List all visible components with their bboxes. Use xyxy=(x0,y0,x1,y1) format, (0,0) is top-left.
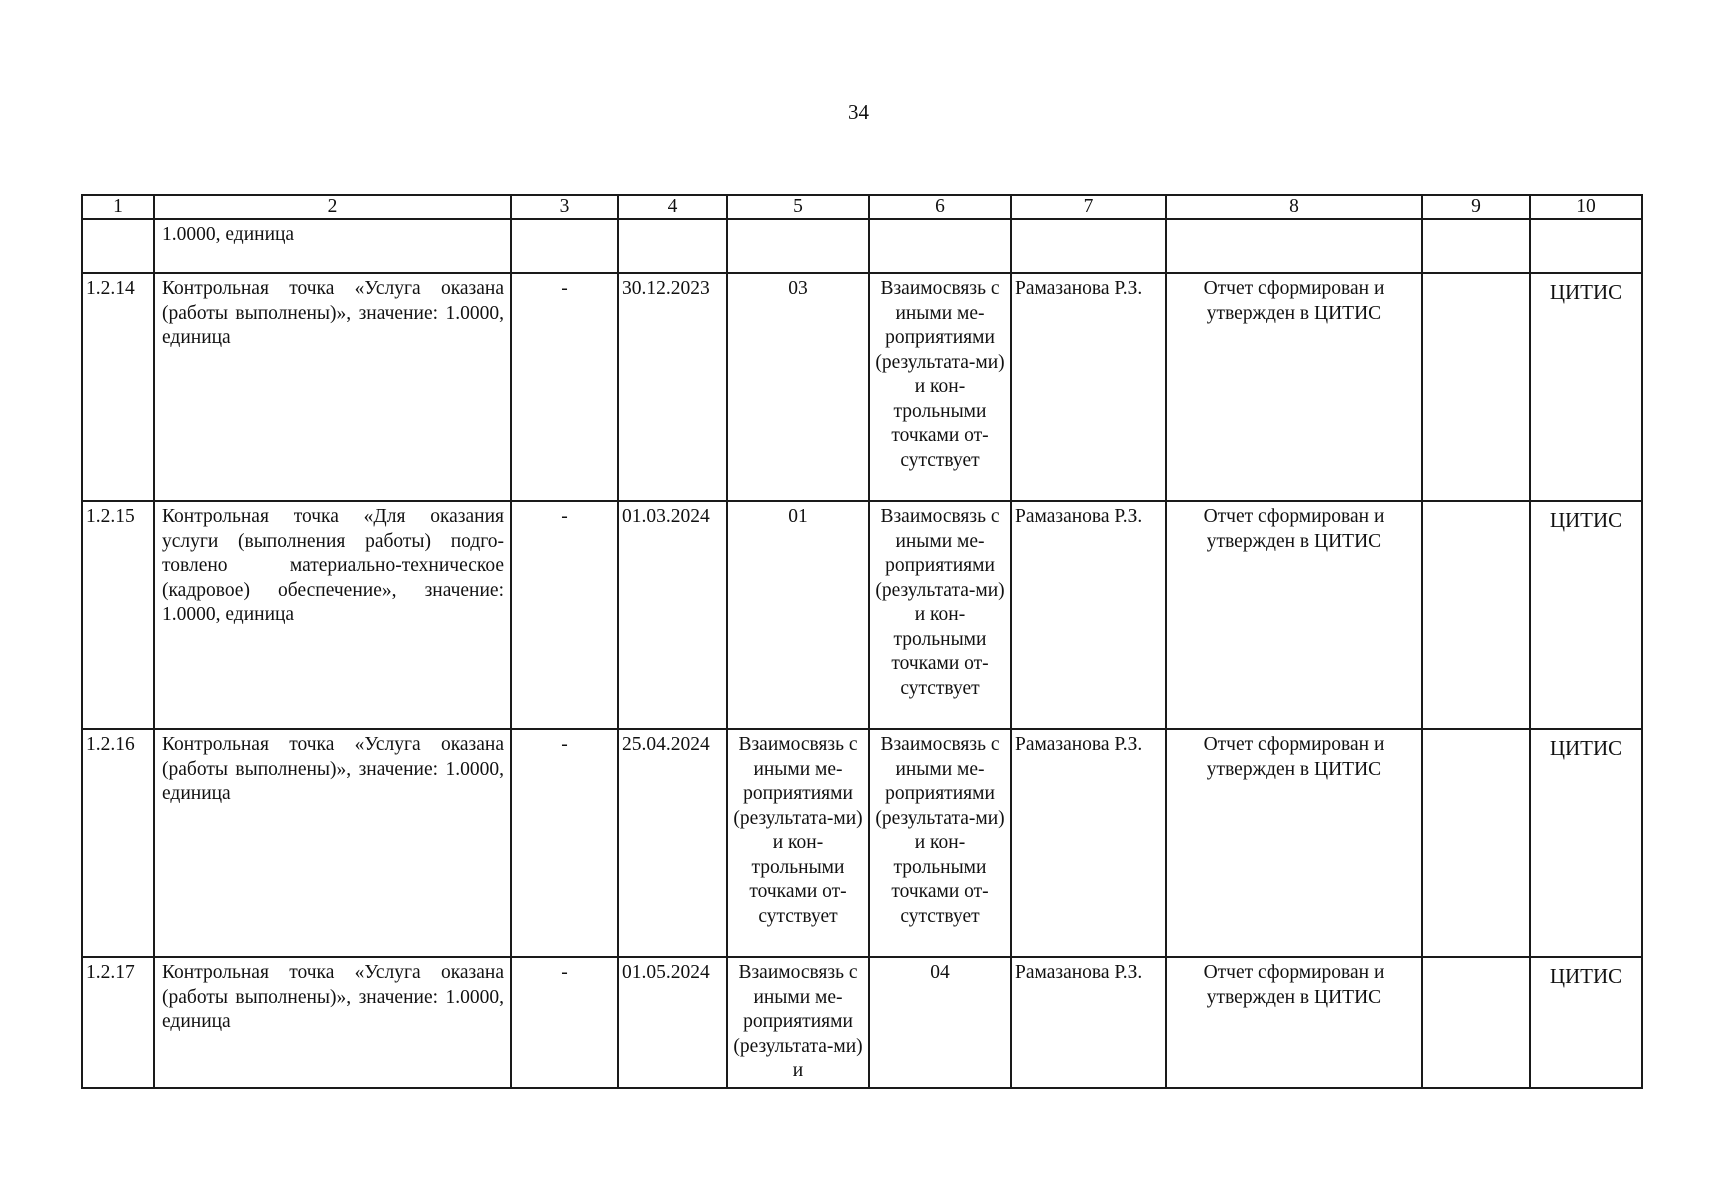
table-row xyxy=(82,957,1642,1088)
cell-name: 1.0000, единица xyxy=(154,219,511,273)
cell-col5: Взаимосвязь с иными ме-роприятиями (результата-ми) и xyxy=(727,957,869,1088)
cell-col9 xyxy=(1422,219,1530,273)
cell-report: Отчет сформирован и утвержден в ЦИТИС xyxy=(1166,273,1422,501)
column-header: 6 xyxy=(869,195,1011,219)
cell-col9 xyxy=(1422,501,1530,729)
column-header: 4 xyxy=(618,195,727,219)
column-header: 1 xyxy=(82,195,154,219)
cell-name: Контрольная точка «Услуга оказана (работы выполнены)», значение: 1.0000, единица xyxy=(154,957,511,1088)
system-label: ЦИТИС xyxy=(1549,508,1623,532)
cell-responsible: Рамазанова Р.З. xyxy=(1011,957,1166,1088)
cell-col6: Взаимосвязь с иными ме-роприятиями (результата-ми) и кон-трольными точками от-сутствует xyxy=(869,501,1011,729)
column-header: 2 xyxy=(154,195,511,219)
cell-col9 xyxy=(1422,273,1530,501)
cell-col3: - xyxy=(511,957,618,1088)
cell-number: 1.2.15 xyxy=(82,501,154,729)
cell-responsible: Рамазанова Р.З. xyxy=(1011,501,1166,729)
cell-date: 25.04.2024 xyxy=(618,729,727,957)
cell-system xyxy=(1530,219,1642,273)
cell-col3: - xyxy=(511,501,618,729)
table-row xyxy=(82,729,1642,957)
table-row-continuation xyxy=(82,219,1642,273)
cell-report: Отчет сформирован и утвержден в ЦИТИС xyxy=(1166,729,1422,957)
cell-date: 01.03.2024 xyxy=(618,501,727,729)
cell-system xyxy=(1530,501,1642,729)
cell-date: 30.12.2023 xyxy=(618,273,727,501)
table-row xyxy=(82,273,1642,501)
system-label: ЦИТИС xyxy=(1549,736,1623,760)
cell-col5 xyxy=(727,219,869,273)
column-header: 8 xyxy=(1166,195,1422,219)
system-label: ЦИТИС xyxy=(1549,280,1623,304)
cell-system xyxy=(1530,957,1642,1088)
cell-col5: 03 xyxy=(727,273,869,501)
cell-col6 xyxy=(869,219,1011,273)
cell-name: Контрольная точка «Услуга оказана (работы выполнены)», значение: 1.0000, единица xyxy=(154,273,511,501)
cell-col9 xyxy=(1422,957,1530,1088)
cell-col5: 01 xyxy=(727,501,869,729)
control-points-table xyxy=(81,194,1643,1089)
cell-col9 xyxy=(1422,729,1530,957)
cell-name: Контрольная точка «Услуга оказана (работы выполнены)», значение: 1.0000, единица xyxy=(154,729,511,957)
cell-col3 xyxy=(511,219,618,273)
column-header: 3 xyxy=(511,195,618,219)
cell-responsible: Рамазанова Р.З. xyxy=(1011,729,1166,957)
cell-number xyxy=(82,219,154,273)
cell-name: Контрольная точка «Для оказания услуги (выполнения работы) подго-товлено материально-техническое (кадровое) обеспечение», значение: 1.0000, единица xyxy=(154,501,511,729)
column-header: 10 xyxy=(1530,195,1642,219)
cell-system xyxy=(1530,729,1642,957)
cell-number: 1.2.16 xyxy=(82,729,154,957)
cell-report xyxy=(1166,219,1422,273)
cell-system xyxy=(1530,273,1642,501)
column-header: 7 xyxy=(1011,195,1166,219)
system-label: ЦИТИС xyxy=(1549,964,1623,988)
page-number: 34 xyxy=(848,100,869,124)
cell-col3: - xyxy=(511,729,618,957)
cell-report: Отчет сформирован и утвержден в ЦИТИС xyxy=(1166,957,1422,1088)
cell-col6: Взаимосвязь с иными ме-роприятиями (результата-ми) и кон-трольными точками от-сутствует xyxy=(869,729,1011,957)
cell-col3: - xyxy=(511,273,618,501)
cell-responsible: Рамазанова Р.З. xyxy=(1011,273,1166,501)
cell-col6: Взаимосвязь с иными ме-роприятиями (результата-ми) и кон-трольными точками от-сутствует xyxy=(869,273,1011,501)
cell-date: 01.05.2024 xyxy=(618,957,727,1088)
table-header-row xyxy=(82,195,1642,219)
cell-col6: 04 xyxy=(869,957,1011,1088)
column-header: 9 xyxy=(1422,195,1530,219)
table-row xyxy=(82,501,1642,729)
cell-col5: Взаимосвязь с иными ме-роприятиями (результата-ми) и кон-трольными точками от-сутствует xyxy=(727,729,869,957)
cell-number: 1.2.14 xyxy=(82,273,154,501)
cell-responsible xyxy=(1011,219,1166,273)
cell-number: 1.2.17 xyxy=(82,957,154,1088)
column-header: 5 xyxy=(727,195,869,219)
cell-date xyxy=(618,219,727,273)
cell-report: Отчет сформирован и утвержден в ЦИТИС xyxy=(1166,501,1422,729)
